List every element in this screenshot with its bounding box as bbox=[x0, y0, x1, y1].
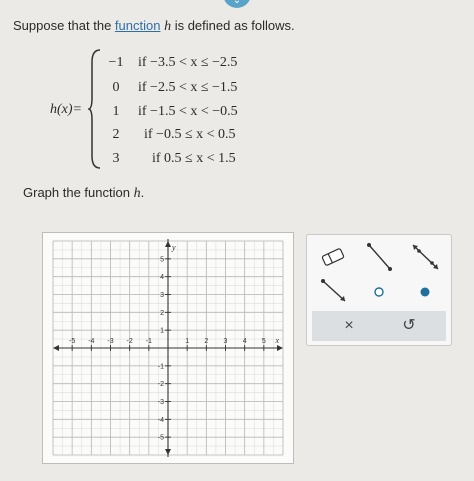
y-axis-label: y bbox=[172, 243, 176, 252]
graph-prompt-end: . bbox=[140, 185, 145, 200]
piece-value: 1 bbox=[112, 104, 120, 119]
eraser-tool[interactable] bbox=[315, 239, 351, 275]
y-axis-arrow bbox=[165, 449, 171, 455]
x-axis-arrow bbox=[277, 345, 283, 351]
graph-tool-panel bbox=[306, 234, 452, 346]
eraser-icon bbox=[315, 239, 351, 275]
y-tick-label: -1 bbox=[157, 363, 164, 371]
piece-condition: if −1.5 < x < −0.5 bbox=[138, 104, 238, 119]
y-tick-label: -4 bbox=[157, 416, 164, 424]
prompt-var: h bbox=[164, 19, 172, 34]
x-tick-label: -4 bbox=[88, 338, 95, 345]
filled-circle-icon bbox=[407, 273, 443, 309]
clear-button[interactable]: × bbox=[344, 317, 354, 334]
x-tick-label: -3 bbox=[107, 338, 114, 345]
y-tick-label: 1 bbox=[160, 327, 164, 335]
function-link[interactable]: function bbox=[114, 18, 161, 33]
piecewise-definition bbox=[0, 0, 300, 180]
piece-value: 2 bbox=[112, 127, 120, 142]
y-tick-label: -5 bbox=[157, 434, 164, 442]
open-circle-icon bbox=[361, 273, 397, 309]
segment-icon bbox=[361, 239, 397, 275]
chevron-down-icon[interactable]: ⌄ bbox=[223, 0, 251, 8]
piece-value: 3 bbox=[112, 151, 120, 166]
line-tool[interactable] bbox=[407, 239, 443, 275]
tool-action-bar bbox=[312, 311, 446, 341]
x-tick-label: 4 bbox=[242, 338, 247, 345]
y-tick-label: 5 bbox=[160, 256, 164, 264]
closed-dot-tool[interactable] bbox=[407, 273, 443, 309]
graph-prompt-var: h bbox=[133, 186, 141, 201]
x-tick-label: -2 bbox=[126, 338, 133, 345]
prompt-prefix: Suppose that the bbox=[13, 18, 115, 33]
x-tick-label: -1 bbox=[145, 338, 152, 345]
x-tick-label: 3 bbox=[223, 338, 228, 345]
function-label: h(x)= bbox=[50, 102, 82, 117]
x-tick-label: 2 bbox=[204, 338, 209, 345]
y-tick-label: -2 bbox=[157, 381, 164, 389]
x-axis-label: x bbox=[275, 336, 279, 345]
piece-condition: if −2.5 < x ≤ −1.5 bbox=[138, 80, 238, 95]
y-tick-label: 3 bbox=[160, 292, 164, 299]
graph-prompt-text: Graph the function bbox=[23, 185, 134, 200]
x-tick-label: 1 bbox=[185, 338, 190, 345]
open-dot-tool[interactable] bbox=[361, 273, 397, 309]
line-icon bbox=[407, 239, 443, 275]
x-tick-label: -5 bbox=[69, 338, 76, 345]
graph-instruction bbox=[23, 185, 144, 202]
x-axis-arrow bbox=[53, 345, 59, 351]
piece-condition: if 0.5 ≤ x < 1.5 bbox=[152, 151, 236, 166]
x-tick-label: 5 bbox=[261, 338, 266, 345]
segment-tool[interactable] bbox=[361, 239, 397, 275]
piece-value: −1 bbox=[108, 55, 124, 70]
ray-icon bbox=[315, 273, 351, 309]
coordinate-grid[interactable] bbox=[43, 233, 293, 463]
piece-condition: if −3.5 < x ≤ −2.5 bbox=[138, 55, 238, 70]
y-tick-label: 4 bbox=[160, 274, 164, 282]
piece-value: 0 bbox=[112, 80, 120, 95]
y-tick-label: 2 bbox=[160, 309, 164, 317]
piece-condition: if −0.5 ≤ x < 0.5 bbox=[144, 127, 236, 142]
y-axis-arrow bbox=[165, 241, 171, 247]
prompt-suffix: is defined as follows. bbox=[171, 18, 295, 33]
ray-tool[interactable] bbox=[315, 273, 351, 309]
undo-button[interactable]: ↺ bbox=[402, 317, 416, 334]
brace bbox=[88, 48, 102, 170]
y-tick-label: -3 bbox=[157, 399, 164, 406]
graph-area[interactable] bbox=[42, 232, 294, 464]
